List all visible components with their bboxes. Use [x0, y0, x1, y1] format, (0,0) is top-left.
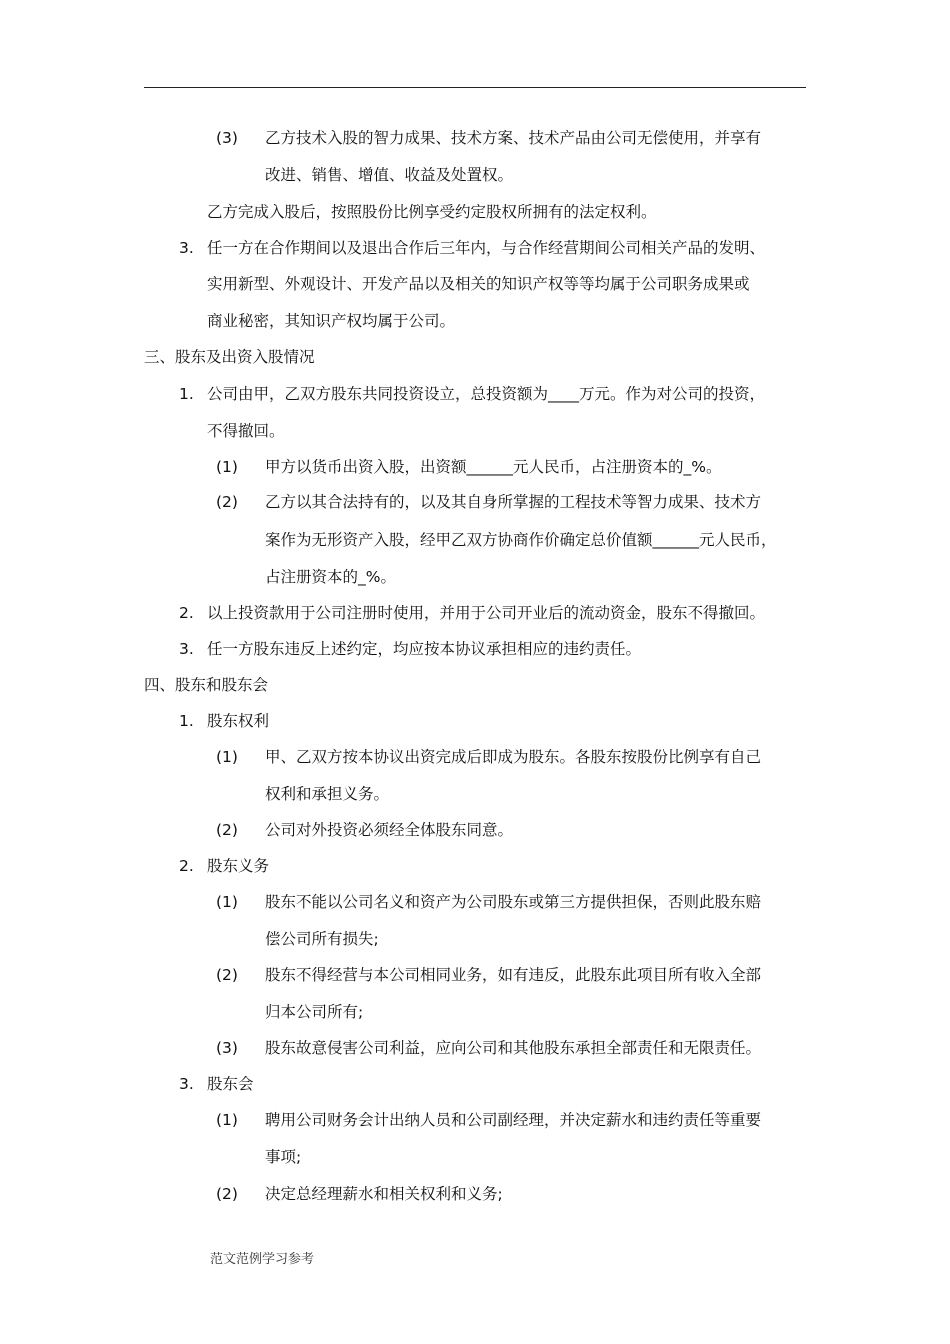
paragraph-line: 权利和承担义务。 [265, 785, 390, 803]
paragraph-line: 案作为无形资产入股，经甲乙双方协商作价确定总价值额______元人民币， [265, 531, 777, 549]
subsection-heading: 股东会 [207, 1075, 254, 1093]
item-number: (2) [216, 1185, 238, 1203]
paragraph-line: 事项; [265, 1148, 302, 1166]
paragraph-line: 股东不能以公司名义和资产为公司股东或第三方提供担保，否则此股东赔 [265, 893, 762, 911]
item-number: 3. [179, 640, 194, 658]
item-number: (3) [216, 1039, 238, 1057]
header-rule [144, 87, 806, 88]
item-number: (1) [216, 1111, 238, 1129]
paragraph-line: 偿公司所有损失; [265, 930, 379, 948]
paragraph-line: 归本公司所有; [265, 1003, 364, 1021]
item-number: 3. [179, 1075, 194, 1093]
item-number: (2) [216, 966, 238, 984]
page-footer: 范文范例学习参考 [210, 1252, 315, 1267]
paragraph-line: 任一方在合作期间以及退出合作后三年内，与合作经营期间公司相关产品的发明、 [207, 239, 766, 257]
item-number: 1. [179, 385, 194, 403]
paragraph-line: 占注册资本的_%。 [265, 568, 396, 586]
item-number: 1. [179, 712, 194, 730]
paragraph-line: 乙方完成入股后，按照股份比例享受约定股权所拥有的法定权利。 [207, 203, 657, 221]
section-heading: 三、股东及出资入股情况 [144, 348, 315, 366]
paragraph-line: 股东不得经营与本公司相同业务，如有违反，此股东此项目所有收入全部 [265, 966, 762, 984]
paragraph-line: 乙方以其合法持有的，以及其自身所掌握的工程技术等智力成果、技术方 [265, 493, 762, 511]
paragraph-line: 乙方技术入股的智力成果、技术方案、技术产品由公司无偿使用，并享有 [265, 129, 762, 147]
item-number: (2) [216, 493, 238, 511]
paragraph-line: 公司由甲，乙双方股东共同投资设立，总投资额为____万元。作为对公司的投资， [207, 385, 766, 403]
subsection-heading: 股东义务 [207, 857, 270, 875]
item-number: (1) [216, 748, 238, 766]
section-heading: 四、股东和股东会 [144, 676, 269, 694]
paragraph-line: 任一方股东违反上述约定，均应按本协议承担相应的违约责任。 [207, 640, 642, 658]
paragraph-line: 不得撤回。 [207, 422, 285, 440]
item-number: 2. [179, 604, 194, 622]
item-number: 2. [179, 857, 194, 875]
item-number: (2) [216, 821, 238, 839]
paragraph-line: 甲、乙双方按本协议出资完成后即成为股东。各股东按股份比例享有自己 [265, 748, 762, 766]
paragraph-line: 以上投资款用于公司注册时使用，并用于公司开业后的流动资金，股东不得撤回。 [207, 604, 766, 622]
item-number: (1) [216, 458, 238, 476]
item-number: 3. [179, 239, 194, 257]
paragraph-line: 公司对外投资必须经全体股东同意。 [265, 821, 514, 839]
paragraph-line: 商业秘密，其知识产权均属于公司。 [207, 312, 456, 330]
subsection-heading: 股东权利 [207, 712, 270, 730]
paragraph-line: 决定总经理薪水和相关权利和义务; [265, 1185, 503, 1203]
paragraph-line: 聘用公司财务会计出纳人员和公司副经理，并决定薪水和违约责任等重要 [265, 1111, 762, 1129]
paragraph-line: 实用新型、外观设计、开发产品以及相关的知识产权等等均属于公司职务成果或 [207, 275, 750, 293]
paragraph-line: 改进、销售、增值、收益及处置权。 [265, 166, 514, 184]
paragraph-line: 股东故意侵害公司利益，应向公司和其他股东承担全部责任和无限责任。 [265, 1039, 762, 1057]
paragraph-line: 甲方以货币出资入股，出资额______元人民币，占注册资本的_%。 [265, 458, 722, 476]
item-number: (1) [216, 893, 238, 911]
item-number: (3) [216, 129, 238, 147]
